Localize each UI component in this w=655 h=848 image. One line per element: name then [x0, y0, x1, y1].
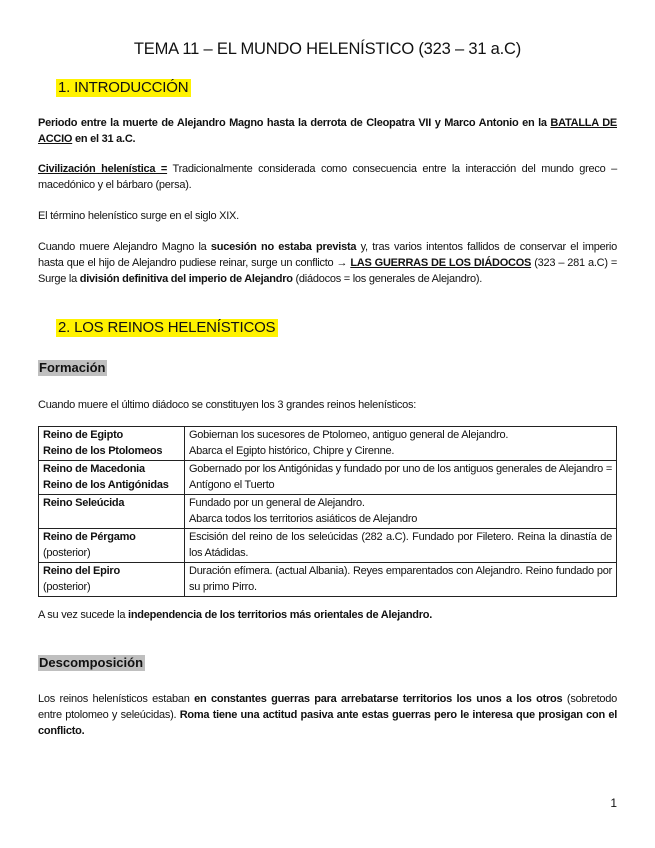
guerras-diadocos-text: LAS GUERRAS DE LOS DIÁDOCOS: [350, 257, 532, 269]
reino-desc-cell: Escisión del reino de los seleúcidas (282 a.C). Fundado por Filetero. Reina la dinastía de los Atádidas.: [185, 529, 617, 563]
reino-name-cell: Reino de Egipto Reino de los Ptolomeos: [39, 427, 185, 461]
subheading-formacion: Formación: [39, 360, 106, 375]
reino-desc-cell: Gobiernan los sucesores de Ptolomeo, antiguo general de Alejandro. Abarca el Egipto histórico, Chipre y Cirenne.: [185, 427, 617, 461]
reino-desc-cell: Duración efímera. (actual Albania). Reyes emparentados con Alejandro. Reino fundado por su primo Pirro.: [185, 563, 617, 597]
paragraph-periodo: Periodo entre la muerte de Alejandro Magno hasta la derrota de Cleopatra VII y Marco Antonio en la BATALLA DE ACCIO en el 31 a.C.: [38, 117, 618, 145]
page-title: TEMA 11 – EL MUNDO HELENÍSTICO (323 – 31 a.C): [133, 40, 522, 58]
heading-text: 2. LOS REINOS HELENÍSTICOS: [56, 319, 278, 337]
table-row: [39, 563, 617, 597]
paragraph-independencia: A su vez sucede la independencia de los territorios más orientales de Alejandro.: [38, 609, 433, 621]
reino-desc-cell: Fundado por un general de Alejandro. Abarca todos los territorios asiáticos de Alejandro: [185, 495, 617, 529]
reino-name-cell: Reino Seleúcida: [39, 495, 185, 529]
table-row: [39, 529, 617, 563]
table-row: [39, 495, 617, 529]
page-number: 1: [610, 796, 617, 810]
paragraph-muere: Cuando muere Alejandro Magno la sucesión no estaba prevista y, tras varios intentos fallidos de conservar el imperio hasta que el hijo de Alejandro pudiese reinar, surge un conflicto → LAS GUERRAS DE LOS DIÁDOCOS (323 – 281 a.C) = Surge la división definitiva del imperio de Alejandro (diádocos = los generales de Alejandro).: [38, 241, 618, 285]
table-row: [39, 427, 617, 461]
reino-name-cell: Reino del Epiro (posterior): [39, 563, 185, 597]
reino-name-cell: Reino de Macedonia Reino de los Antigónidas: [39, 461, 185, 495]
reinos-table: [38, 426, 617, 597]
paragraph-termino: El término helenístico surge en el siglo XIX.: [38, 210, 239, 222]
reino-name-cell: Reino de Pérgamo (posterior): [39, 529, 185, 563]
paragraph-formacion-intro: Cuando muere el último diádoco se constituyen los 3 grandes reinos helenísticos:: [38, 399, 417, 411]
reino-note: (posterior): [43, 581, 91, 593]
paragraph-civilizacion: Civilización helenística = Tradicionalmente considerada como consecuencia entre la interacción del mundo greco – macedónico y el bárbaro (persa).: [38, 163, 617, 191]
heading-text: 1. INTRODUCCIÓN: [56, 79, 191, 97]
civilizacion-label: Civilización helenística =: [38, 163, 168, 175]
table-row: [39, 461, 617, 495]
batalla-accio-text: BATALLA DE ACCIO: [38, 117, 618, 145]
reino-note: (posterior): [43, 547, 91, 559]
section-heading-reinos: [56, 319, 278, 336]
paragraph-descomposicion: Los reinos helenísticos estaban en constantes guerras para arrebatarse territorios los unos a los otros (sobretodo entre ptolomeo y seleúcidas). Roma tiene una actitud pasiva ante estas guerras pero le interesa que prosigan con el conflicto.: [38, 693, 618, 737]
reino-desc-cell: Gobernado por los Antigónidas y fundado por uno de los antiguos generales de Alejandro = Antígono el Tuerto: [185, 461, 617, 495]
section-heading-introduccion: [56, 79, 191, 96]
subheading-descomposicion: Descomposición: [39, 655, 144, 670]
